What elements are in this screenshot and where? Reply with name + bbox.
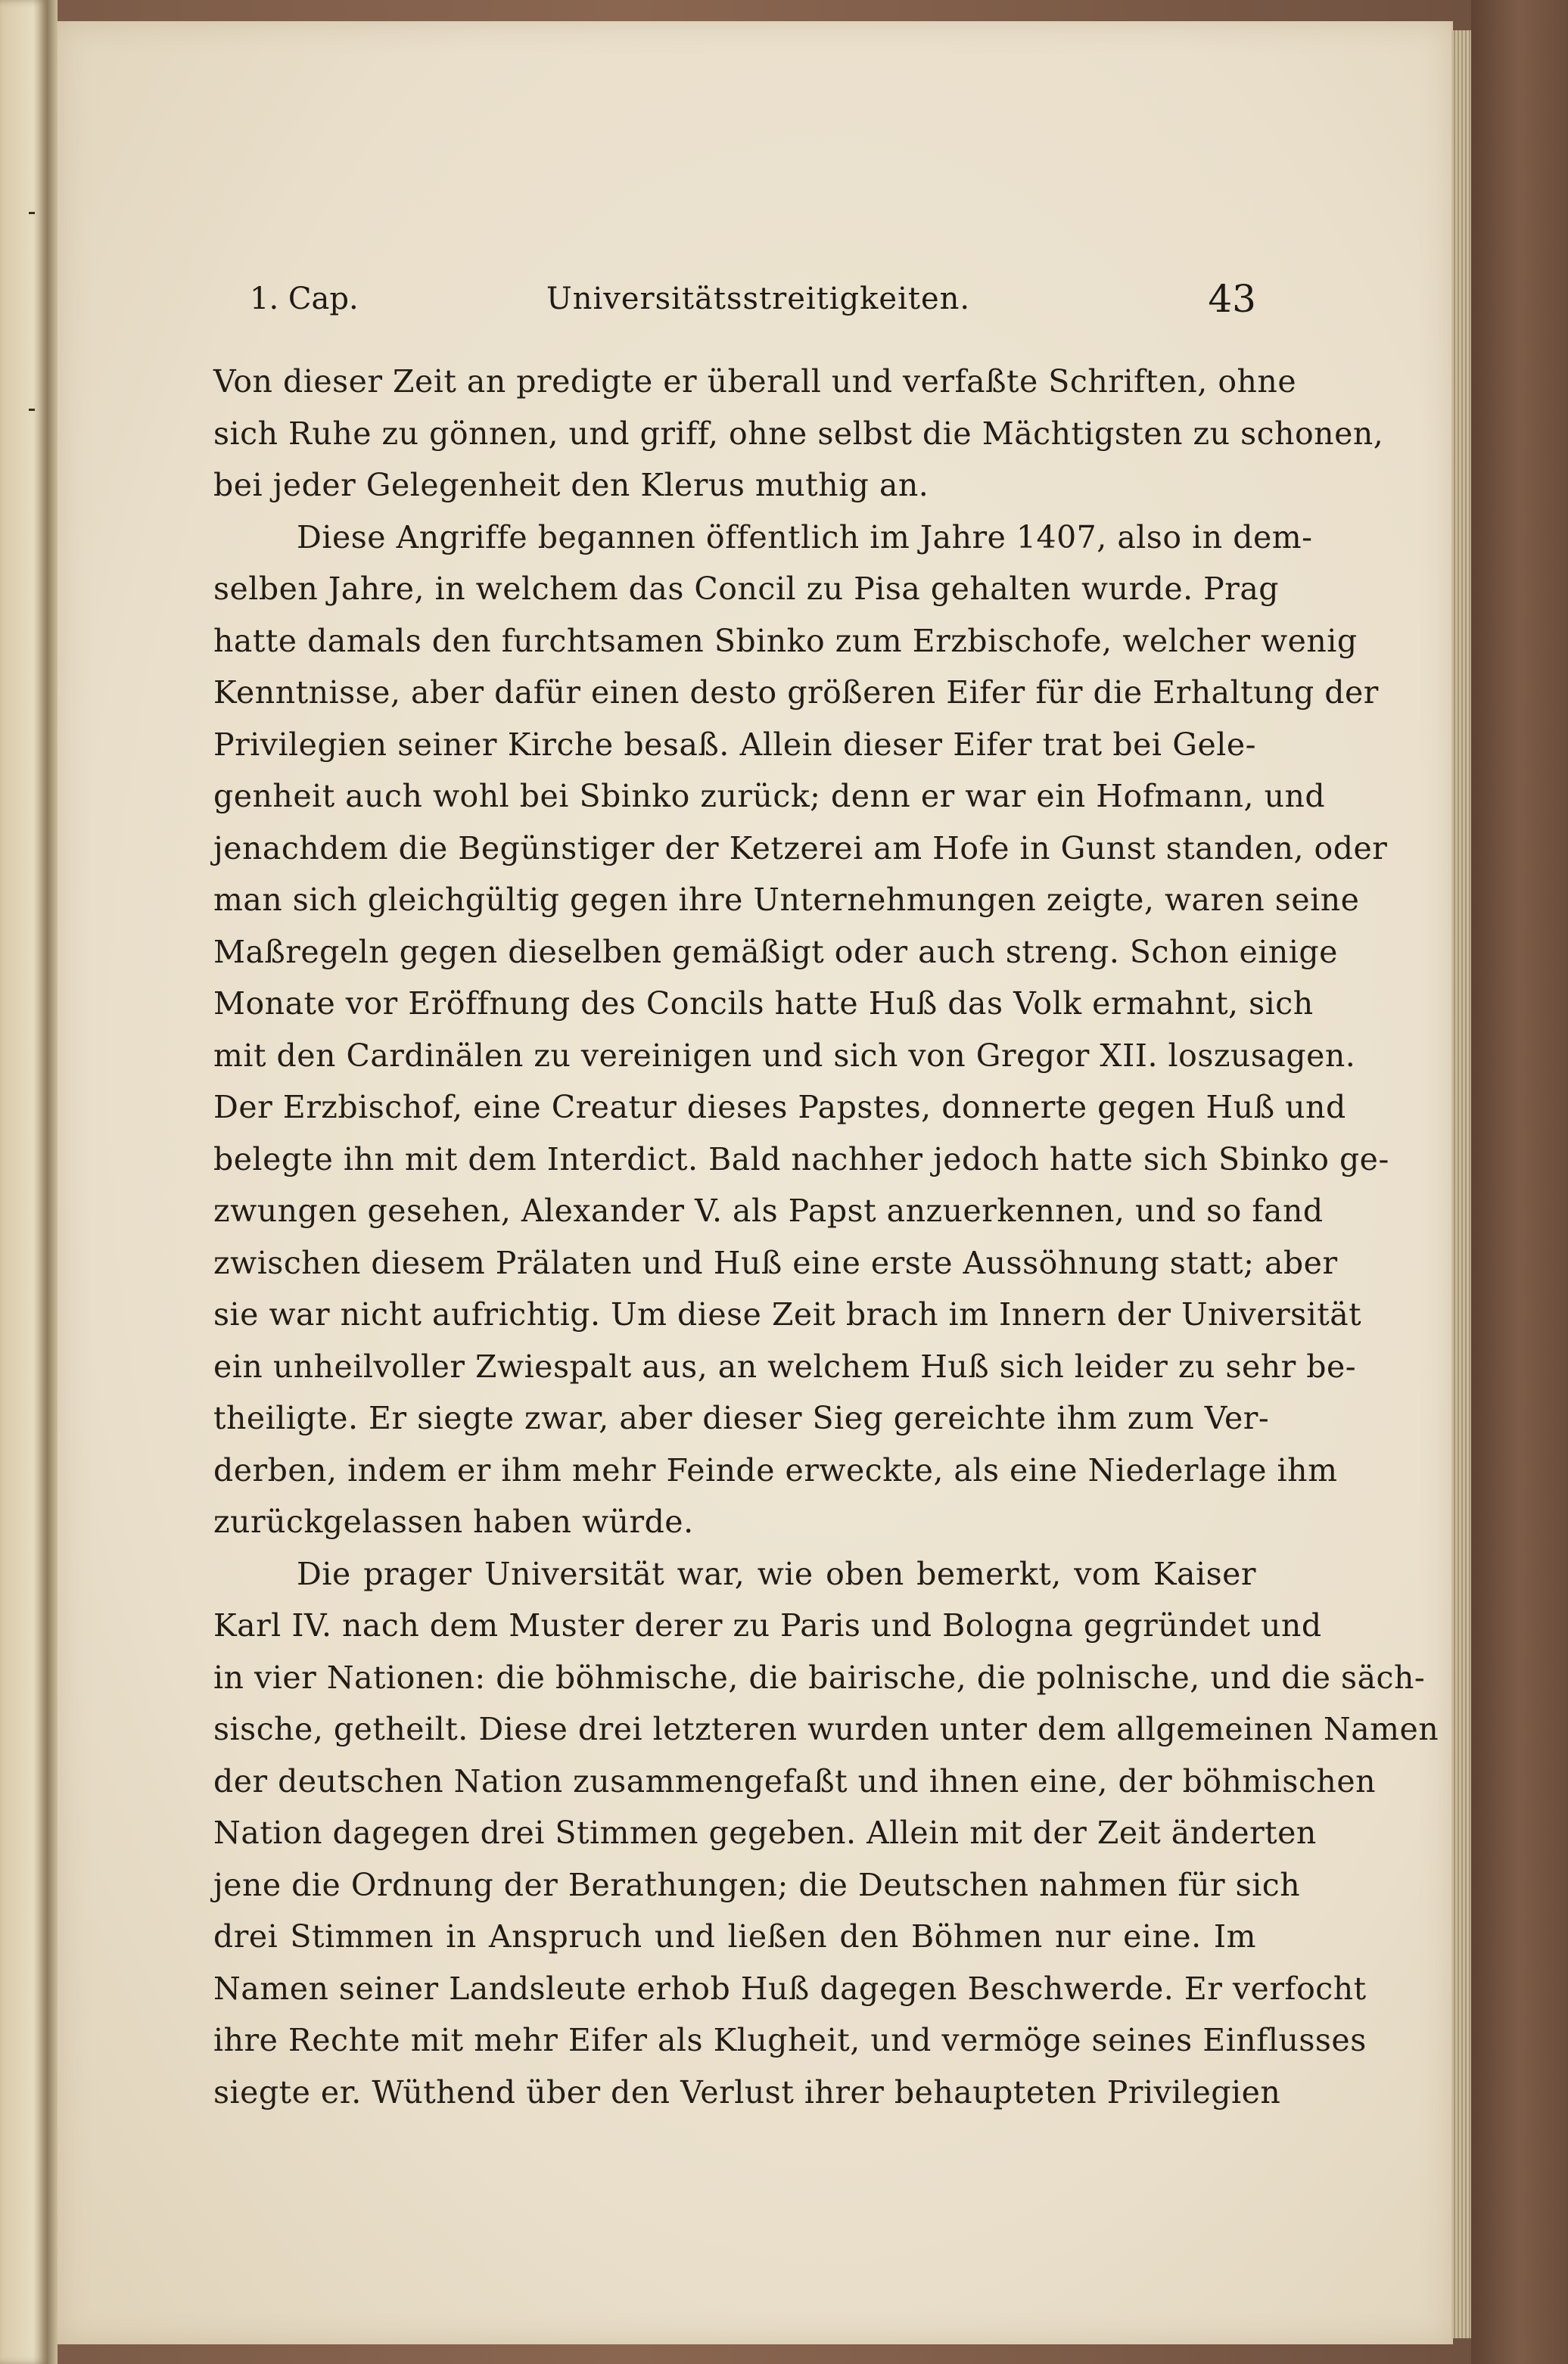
text-line: theiligte. Er siegte zwar, aber dieser Sieg gereichte ihm zum Ver- [213, 1400, 1270, 1436]
text-line: bei jeder Gelegenheit den Klerus muthig an. [213, 467, 929, 503]
text-line: Von dieser Zeit an predigte er überall und verfaßte Schriften, ohne [213, 363, 1297, 400]
text-line: zurückgelassen haben würde. [213, 1504, 694, 1540]
facing-page-mark [29, 212, 35, 214]
facing-page-edge [0, 0, 47, 2364]
text-line: Maßregeln gegen dieselben gemäßigt oder auch streng. Schon einige [213, 933, 1338, 970]
text-line: Privilegien seiner Kirche besaß. Allein dieser Eifer trat bei Gele- [213, 726, 1256, 763]
book-gutter [47, 0, 58, 2364]
body-text [213, 356, 1439, 2118]
text-line: Diese Angriffe begannen öffentlich im Jahre 1407, also in dem- [297, 518, 1313, 555]
text-line: selben Jahre, in welchem das Concil zu Pisa gehalten wurde. Prag [213, 571, 1280, 607]
text-line: derben, indem er ihm mehr Feinde erweckte, als eine Niederlage ihm [213, 1451, 1338, 1488]
text-line: Der Erzbischof, eine Creatur dieses Papstes, donnerte gegen Huß und [213, 1089, 1346, 1125]
text-line: ihre Rechte mit mehr Eifer als Klugheit, und vermöge seines Einflusses [213, 2022, 1367, 2058]
running-title: Universitätsstreitigkeiten. [546, 282, 971, 316]
text-line: belegte ihn mit dem Interdict. Bald nachher jedoch hatte sich Sbinko ge- [213, 1140, 1389, 1177]
chapter-label: 1. Cap. [250, 282, 359, 316]
text-line: jene die Ordnung der Berathungen; die Deutschen nahmen für sich [213, 1866, 1301, 1903]
text-line: sich Ruhe zu gönnen, und griff, ohne selbst die Mächtigsten zu schonen, [213, 415, 1384, 452]
text-line: zwungen gesehen, Alexander V. als Papst anzuerkennen, und so fand [213, 1193, 1324, 1229]
text-line: der deutschen Nation zusammengefaßt und ihnen eine, der böhmischen [213, 1762, 1376, 1799]
page-block-edge [1451, 30, 1471, 2338]
text-line: zwischen diesem Prälaten und Huß eine erste Aussöhnung statt; aber [213, 1244, 1338, 1281]
text-line: Die prager Universität war, wie oben bemerkt, vom Kaiser [297, 1555, 1256, 1592]
facing-page-mark [29, 409, 35, 411]
text-line: ein unheilvoller Zwiespalt aus, an welchem Huß sich leider zu sehr be- [213, 1348, 1357, 1385]
text-line: hatte damals den furchtsamen Sbinko zum Erzbischofe, welcher wenig [213, 622, 1358, 659]
text-line: mit den Cardinälen zu vereinigen und sich von Gregor XII. loszusagen. [213, 1037, 1356, 1074]
text-line: man sich gleichgültig gegen ihre Unternehmungen zeigte, waren seine [213, 882, 1360, 918]
book-cover-edge [1471, 0, 1568, 2364]
text-line: Nation dagegen drei Stimmen gegeben. Allein mit der Zeit änderten [213, 1815, 1317, 1851]
page-number: 43 [1208, 277, 1256, 321]
text-line: sische, getheilt. Diese drei letzteren wurden unter dem allgemeinen Namen [213, 1711, 1439, 1747]
text-line: Monate vor Eröffnung des Concils hatte Huß das Volk ermahnt, sich [213, 985, 1314, 1022]
text-line: Karl IV. nach dem Muster derer zu Paris und Bologna gegründet und [213, 1607, 1322, 1644]
text-line: Kenntnisse, aber dafür einen desto größeren Eifer für die Erhaltung der [213, 674, 1379, 711]
text-line: Namen seiner Landsleute erhob Huß dagegen Beschwerde. Er verfocht [213, 1970, 1367, 2007]
text-line: in vier Nationen: die böhmische, die bairische, die polnische, und die säch- [213, 1659, 1426, 1696]
text-line: sie war nicht aufrichtig. Um diese Zeit brach im Innern der Universität [213, 1296, 1362, 1333]
text-line: drei Stimmen in Anspruch und ließen den Böhmen nur eine. Im [213, 1918, 1256, 1955]
text-line: genheit auch wohl bei Sbinko zurück; denn er war ein Hofmann, und [213, 778, 1326, 814]
text-line: siegte er. Wüthend über den Verlust ihrer behaupteten Privilegien [213, 2073, 1281, 2110]
running-header [250, 277, 1256, 327]
text-line: jenachdem die Begünstiger der Ketzerei am Hofe in Gunst standen, oder [213, 829, 1388, 866]
